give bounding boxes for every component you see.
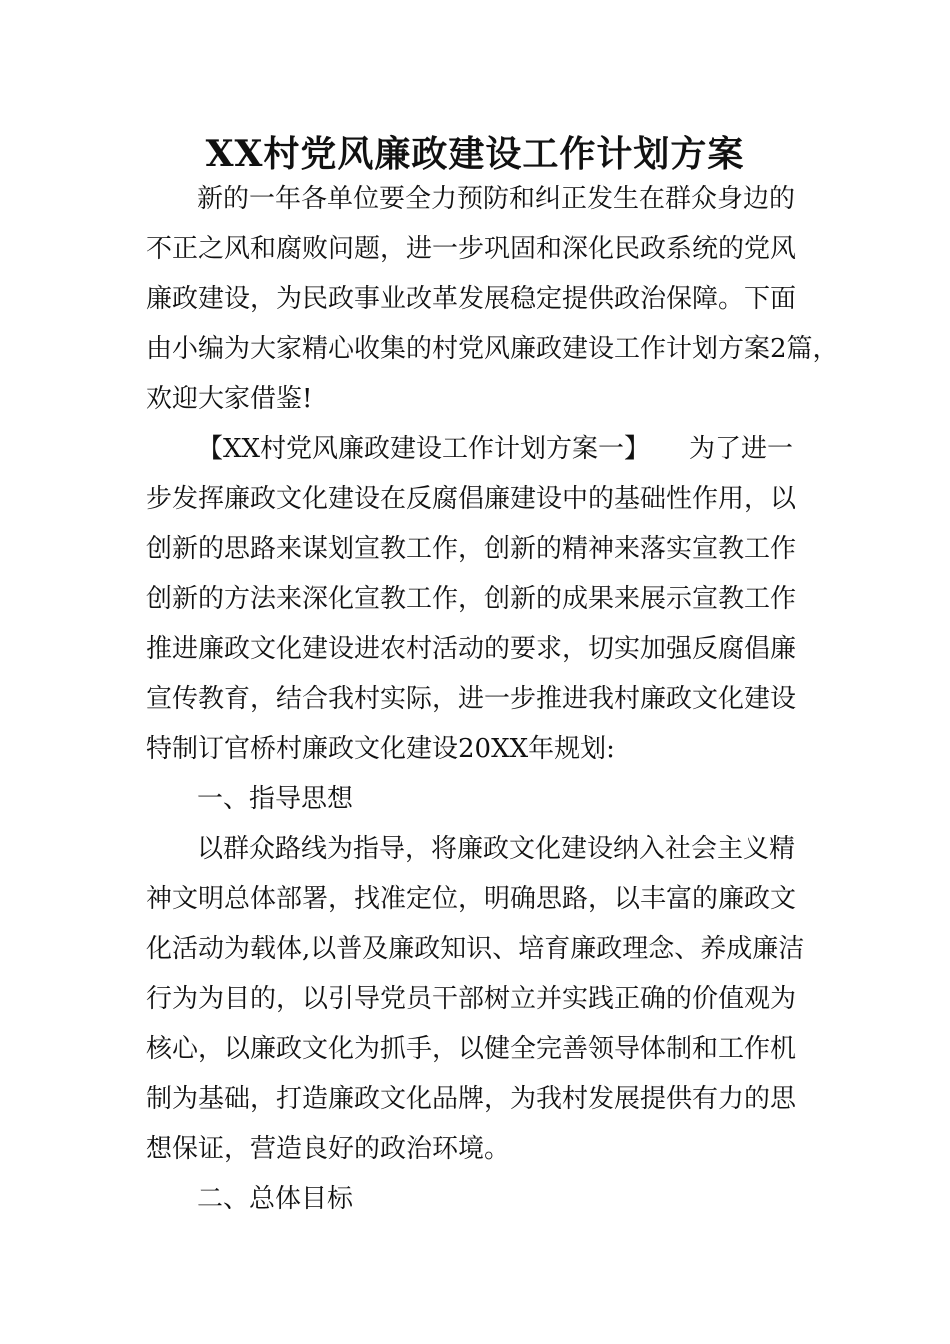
paragraph-line-4: 由小编为大家精心收集的村党风廉政建设工作计划方案2篇， <box>146 334 839 364</box>
paragraph-line-3: 廉政建设，为民政事业改革发展稳定提供政治保障。下面 <box>146 284 797 314</box>
document-title: XX村党风廉政建设工作计划方案 <box>205 133 745 175</box>
paragraph-line-14: 神文明总体部署，找准定位，明确思路，以丰富的廉政文 <box>146 884 797 914</box>
section-heading-1: 一、指导思想 <box>197 784 354 814</box>
paragraph-line-10: 推进廉政文化建设进农村活动的要求，切实加强反腐倡廉 <box>146 634 797 664</box>
paragraph-line-16: 行为为目的，以引导党员干部树立并实践正确的价值观为 <box>146 984 797 1014</box>
paragraph-line-6: 【XX村党风廉政建设工作计划方案一】 为了进一 <box>197 434 794 464</box>
paragraph-line-8: 创新的思路来谋划宣教工作，创新的精神来落实宣教工作 <box>146 534 797 564</box>
paragraph-line-15: 化活动为载体,以普及廉政知识、培育廉政理念、养成廉洁 <box>146 934 805 964</box>
paragraph-line-12: 特制订官桥村廉政文化建设20XX年规划: <box>146 734 615 764</box>
paragraph-line-18: 制为基础，打造廉政文化品牌，为我村发展提供有力的思 <box>146 1084 797 1114</box>
paragraph-line-1: 新的一年各单位要全力预防和纠正发生在群众身边的 <box>197 184 796 214</box>
section-heading-2: 二、总体目标 <box>197 1184 354 1214</box>
paragraph-line-17: 核心，以廉政文化为抓手，以健全完善领导体制和工作机 <box>146 1034 797 1064</box>
paragraph-line-5: 欢迎大家借鉴! <box>146 384 313 414</box>
paragraph-line-7: 步发挥廉政文化建设在反腐倡廉建设中的基础性作用，以 <box>146 484 797 514</box>
paragraph-line-19: 想保证，营造良好的政治环境。 <box>146 1134 511 1164</box>
paragraph-line-9: 创新的方法来深化宣教工作，创新的成果来展示宣教工作 <box>146 584 797 614</box>
paragraph-line-2: 不正之风和腐败问题，进一步巩固和深化民政系统的党风 <box>146 234 797 264</box>
paragraph-line-13: 以群众路线为指导，将廉政文化建设纳入社会主义精 <box>197 834 796 864</box>
paragraph-line-11: 宣传教育，结合我村实际，进一步推进我村廉政文化建设 <box>146 684 797 714</box>
